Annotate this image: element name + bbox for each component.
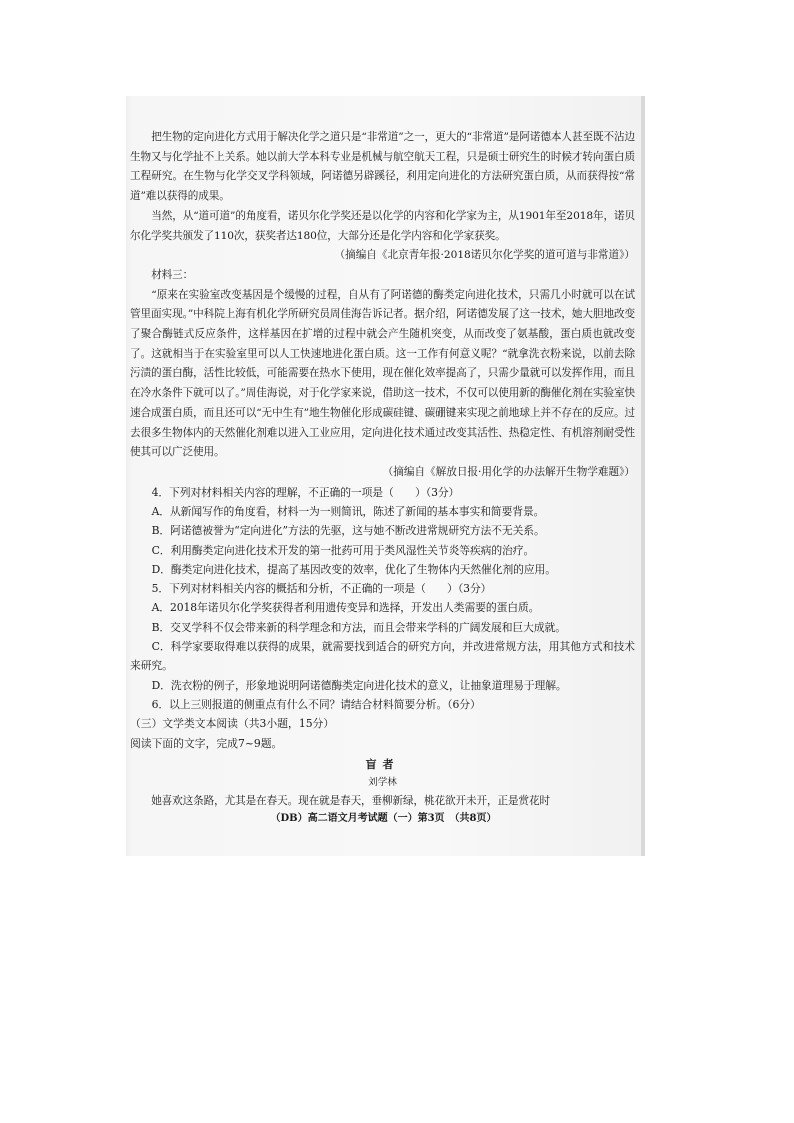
question-4: 4．下列对材料相关内容的理解，不正确的一项是（ ）（3分） [151,485,460,499]
q5-option-c: C．科学家要取得难以获得的成果，就需要找到适合的研究方向，并改进常规方法，用其他方式和技术来研究。 [130,640,635,673]
reading-instruction: 阅读下面的文字，完成7~9题。 [130,736,283,750]
source-citation-2: （摘编自《解放日报·用化学的办法解开生物学难题》） [382,465,635,478]
paragraph-feichangdao: 把生物的定向进化方式用于解决化学之道只是“非常道”之一，更大的“非常道”是阿诺德本人甚至既不沾边生物又与化学扯不上关系。她以前大学本科专业是机械与航空航天工程，只是硕士研究生的时候才转向蛋白质工程研究。在生物与化学交叉学科领域，阿诺德另辟蹊径，利用定向进化的方法研究蛋白质，从而获得按“常道”难以获得的成果。 [130,131,635,203]
q5-option-b: B．交叉学科不仅会带来新的科学理念和方法，而且会带来学科的广阔发展和巨大成就。 [151,620,566,634]
page-footer: （DB）高二语文月考试题（一）第3页 （共8页） [270,813,497,824]
q4-option-d: D．酶类定向进化技术，提高了基因改变的效率，优化了生物体内天然催化剂的应用。 [151,562,556,576]
story-title: 盲者 [365,757,400,771]
question-6: 6．以上三则报道的侧重点有什么不同？请结合材料简要分析。（6分） [151,697,481,711]
q4-option-c: C．利用酶类定向进化技术开发的第一批药可用于类风湿性关节炎等疾病的治疗。 [151,543,535,557]
page-content [130,128,635,812]
section-3-heading: （三）文学类文本阅读（共3小题，15分） [130,717,335,731]
q5-option-d: D．洗衣粉的例子，形象地说明阿诺德酶类定向进化技术的意义，让抽象道理易于理解。 [151,678,567,692]
q5-option-a: A．2018年诺贝尔化学奖获得者利用遗传变异和选择，开发出人类需要的蛋白质。 [151,601,540,615]
story-author: 刘学林 [368,776,397,788]
material-3-text: “原来在实验室改变基因是个缓慢的过程，自从有了阿诺德的酶类定向进化技术，只需几小时就可以在试管里面实现。”中科院上海有机化学所研究员周佳海告诉记者。据介绍，阿诺德发展了这一技术，她大胆地改变了聚合酶链式反应条件，这样基因在扩增的过程中就会产生随机突变，从而改变了氨基酸，蛋白质也就改变了。这就相当于在实验室里可以人工快速地进化蛋白质。这一工作有何意义呢？“就拿洗衣粉来说，以前去除污渍的蛋白酶，活性比较低，可能需要在热水下使用，现在催化效率提高了，只需少量就可以发挥作用，而且在冷水条件下就可以了。”周佳海说，对于化学家来说，借助这一技术，不仅可以使用新的酶催化剂在实验室快速合成蛋白质，而且还可以“无中生有”地生物催化形成碳硅键、碳硼键来实现之前地球上并不存在的反应。过去很多生物体内的天然催化剂难以进入工业应用，定向进化技术通过改变其活性、热稳定性、有机溶剂耐受性使其可以广泛使用。 [130,288,635,459]
q4-option-a: A．从新闻写作的角度看，材料一为一则简讯，陈述了新闻的基本事实和简要背景。 [151,504,545,518]
question-5: 5．下列对材料相关内容的概括和分析，不正确的一项是（ ）（3分） [151,582,492,596]
material-3-label: 材料三： [151,268,194,281]
paragraph-daokedao: 当然，从“道可道”的角度看，诺贝尔化学奖还是以化学的内容和化学家为主，从1901年至2018年，诺贝尔化学奖共颁发了110次，获奖者达180位，大部分还是化学内容和化学家获奖。 [130,209,635,242]
source-citation-1: （摘编自《北京青年报·2018诺贝尔化学奖的道可道与非常道》） [334,249,635,262]
story-first-line: 她喜欢这条路，尤其是在春天。现在就是春天，垂柳新绿，桃花欲开未开，正是赏花时 [151,794,550,807]
q4-option-b: B．阿诺德被誉为“定向进化”方法的先驱，这与她不断改进常规研究方法不无关系。 [151,524,545,538]
